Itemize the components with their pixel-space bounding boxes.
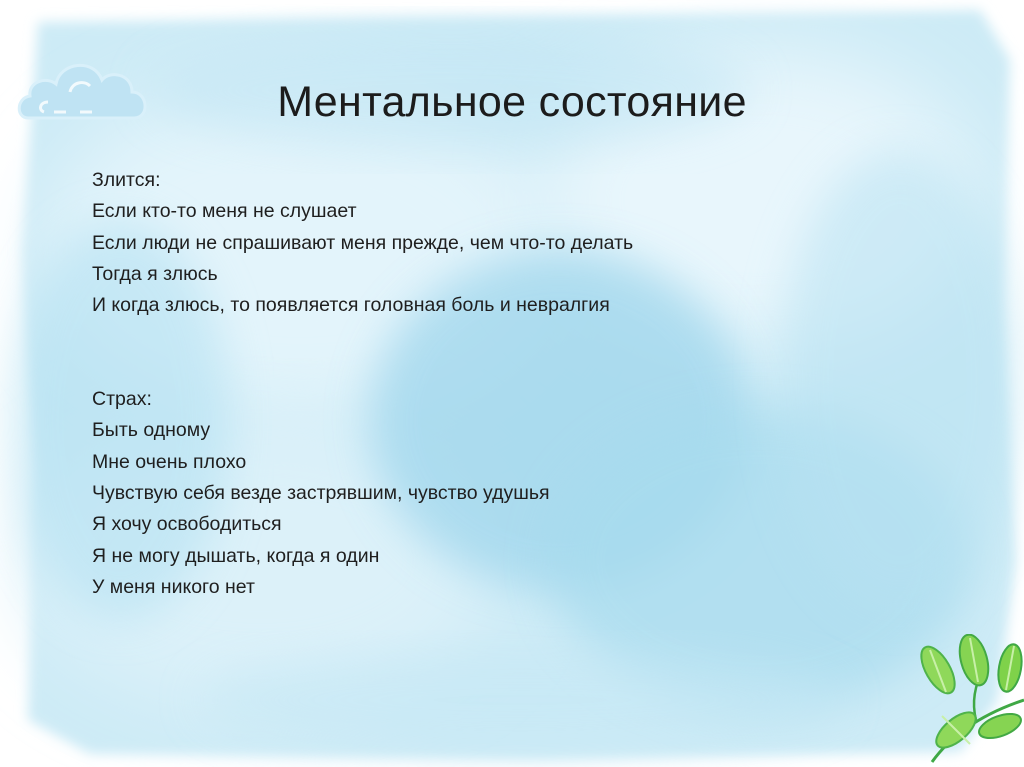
text-line: Если люди не спрашивают меня прежде, чем что-то делать (92, 231, 634, 254)
text-line: Чувствую себя везде застрявшим, чувство удушья (92, 481, 550, 504)
section-gap (92, 321, 852, 384)
text-line: Я не могу дышать, когда я один (92, 544, 380, 567)
text-line: У меня никого нет (92, 575, 255, 598)
text-line: Я хочу освободиться (92, 513, 282, 536)
text-line: Если кто-то меня не слушает (92, 200, 357, 223)
leaves-icon (912, 634, 1024, 767)
text-line: Быть одному (92, 419, 211, 442)
section-anger (92, 165, 852, 321)
text-line: Тогда я злюсь (92, 262, 218, 285)
section-heading: Страх: (92, 388, 152, 411)
text-line: Мне очень плохо (92, 450, 247, 473)
slide-body (92, 165, 852, 603)
text-line: И когда злюсь, то появляется головная боль и невралгия (92, 294, 610, 317)
section-fear (92, 384, 852, 603)
section-heading: Злится: (92, 169, 161, 191)
slide-title: Ментальное состояние (277, 78, 747, 126)
